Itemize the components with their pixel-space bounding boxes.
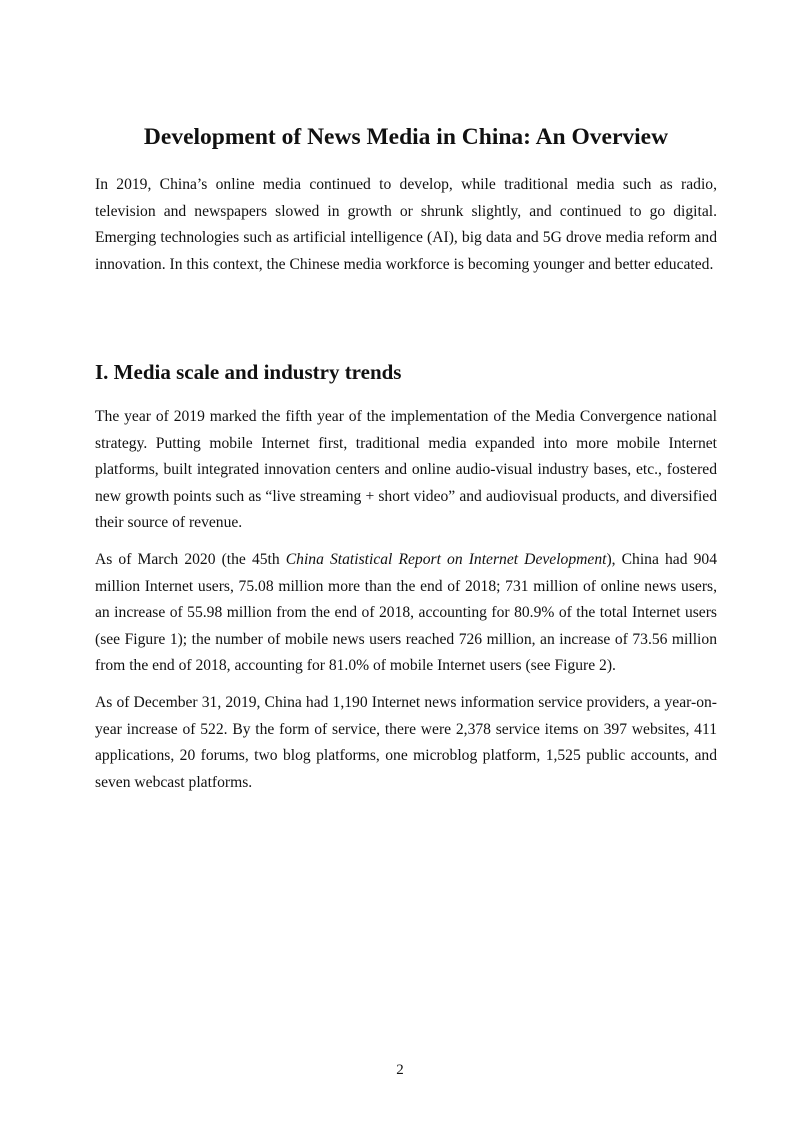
page-number: 2 <box>396 1062 404 1078</box>
paragraph-media-convergence: The year of 2019 marked the fifth year of the implementation of the Media Convergence national strategy. Putting mobile Internet first, traditional media expanded into more mobile Internet platforms, built integrated innovation centers and online audio-visual industry bases, etc., fostered new growth points such as “live streaming + short video” and audiovisual products, and diversified their source of revenue. <box>95 408 717 532</box>
paragraph-internet-users <box>95 547 717 680</box>
intro-paragraph: In 2019, China’s online media continued to develop, while traditional media such as radio, television and newspapers slowed in growth or shrunk slightly, and continued to go digital. Emerging technologies such as artificial intelligence (AI), big data and 5G drove media reform and innovation. In this context, the Chinese media workforce is becoming younger and better educated. <box>95 176 717 273</box>
paragraph-service-providers: As of December 31, 2019, China had 1,190 Internet news information service providers, a year-on-year increase of 522. By the form of service, there were 2,378 service items on 397 websites, 411 applications, 20 forums, two blog platforms, one microblog platform, 1,525 public accounts, and seven webcast platforms. <box>95 693 717 791</box>
report-title: China Statistical Report on Internet Development <box>285 550 607 568</box>
document-title: Development of News Media in China: An Overview <box>143 124 669 150</box>
section-body <box>95 404 717 796</box>
paragraph-text: ), China had 904 million Internet users, 75.08 million more than the end of 2018; 731 million of online news users, an increase of 55.98 million from the end of 2018, accounting for 80.9% of the total Internet users (see Figure 1); the number of mobile news users reached 726 million, an increase of 73.56 million from the end of 2018, accounting for 81.0% of mobile Internet users (see Figure 2). <box>95 550 717 675</box>
section-heading: I. Media scale and industry trends <box>95 360 402 384</box>
paragraph-text: As of March 2020 (the 45th <box>95 550 286 568</box>
